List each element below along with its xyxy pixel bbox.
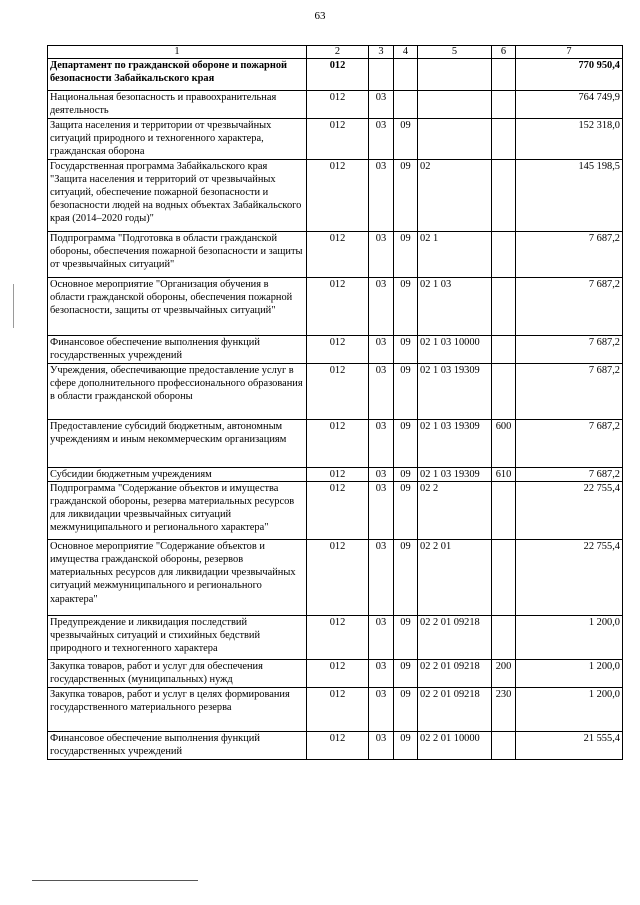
code-target-article: 02 1 03 19309 — [418, 467, 492, 481]
item-name: Финансовое обеспечение выполнения функций государственных учреждений — [48, 731, 307, 759]
code-expense-type — [492, 539, 516, 615]
item-name: Финансовое обеспечение выполнения функций государственных учреждений — [48, 335, 307, 363]
amount: 22 755,4 — [516, 539, 623, 615]
item-name: Предоставление субсидий бюджетным, автономным учреждениям и иным некоммерческим организациям — [48, 419, 307, 467]
code-expense-type: 610 — [492, 467, 516, 481]
code-expense-type — [492, 731, 516, 759]
table-row — [48, 335, 623, 363]
code-target-article: 02 2 — [418, 481, 492, 539]
table-row — [48, 91, 623, 119]
code-target-article: 02 2 01 09218 — [418, 687, 492, 731]
amount: 22 755,4 — [516, 481, 623, 539]
code-expense-type — [492, 615, 516, 659]
code-section: 03 — [369, 731, 394, 759]
code-target-article: 02 — [418, 159, 492, 231]
amount: 7 687,2 — [516, 277, 623, 335]
code-expense-type — [492, 277, 516, 335]
code-section: 03 — [369, 91, 394, 119]
table-row — [48, 467, 623, 481]
code-target-article: 02 1 03 19309 — [418, 363, 492, 419]
code-subsection — [394, 59, 418, 91]
column-header: 5 — [418, 46, 492, 59]
column-header: 1 — [48, 46, 307, 59]
code-subsection: 09 — [394, 481, 418, 539]
code-subsection: 09 — [394, 159, 418, 231]
table-row — [48, 159, 623, 231]
amount: 1 200,0 — [516, 659, 623, 687]
amount: 145 198,5 — [516, 159, 623, 231]
code-section: 03 — [369, 481, 394, 539]
table-row — [48, 419, 623, 467]
amount: 770 950,4 — [516, 59, 623, 91]
table-row — [48, 687, 623, 731]
code-ministry: 012 — [307, 363, 369, 419]
code-section: 03 — [369, 419, 394, 467]
code-target-article — [418, 59, 492, 91]
code-subsection: 09 — [394, 467, 418, 481]
code-section: 03 — [369, 231, 394, 277]
item-name: Учреждения, обеспечивающие предоставление услуг в сфере дополнительного профессионального образования в области гражданской обороны — [48, 363, 307, 419]
code-section: 03 — [369, 539, 394, 615]
code-ministry: 012 — [307, 481, 369, 539]
code-ministry: 012 — [307, 59, 369, 91]
page-number: 63 — [314, 10, 326, 22]
column-header: 6 — [492, 46, 516, 59]
code-subsection: 09 — [394, 231, 418, 277]
code-ministry: 012 — [307, 231, 369, 277]
code-ministry: 012 — [307, 335, 369, 363]
code-subsection: 09 — [394, 363, 418, 419]
column-header: 3 — [369, 46, 394, 59]
code-expense-type — [492, 335, 516, 363]
table-row — [48, 59, 623, 91]
table-row — [48, 277, 623, 335]
code-target-article: 02 2 01 — [418, 539, 492, 615]
code-expense-type — [492, 59, 516, 91]
amount: 1 200,0 — [516, 615, 623, 659]
code-section: 03 — [369, 335, 394, 363]
table-row — [48, 659, 623, 687]
code-ministry: 012 — [307, 159, 369, 231]
table-header-row — [48, 46, 623, 59]
amount: 7 687,2 — [516, 363, 623, 419]
code-subsection: 09 — [394, 615, 418, 659]
code-target-article: 02 2 01 09218 — [418, 659, 492, 687]
code-expense-type — [492, 91, 516, 119]
code-expense-type: 230 — [492, 687, 516, 731]
code-section: 03 — [369, 159, 394, 231]
code-section: 03 — [369, 119, 394, 160]
amount: 152 318,0 — [516, 119, 623, 160]
code-section: 03 — [369, 277, 394, 335]
code-subsection: 09 — [394, 659, 418, 687]
item-name: Департамент по гражданской обороне и пожарной безопасности Забайкальского края — [48, 59, 307, 91]
item-name: Субсидии бюджетным учреждениям — [48, 467, 307, 481]
item-name: Защита населения и территории от чрезвычайных ситуаций природного и техногенного характера, гражданская оборона — [48, 119, 307, 160]
item-name: Подпрограмма "Содержание объектов и имущества гражданской обороны, резерва материальных ресурсов для ликвидации чрезвычайных ситуаций межмуниципального и регионального характера" — [48, 481, 307, 539]
code-ministry: 012 — [307, 419, 369, 467]
code-target-article — [418, 91, 492, 119]
code-subsection: 09 — [394, 119, 418, 160]
code-ministry: 012 — [307, 615, 369, 659]
code-section: 03 — [369, 659, 394, 687]
code-subsection: 09 — [394, 687, 418, 731]
item-name: Предупреждение и ликвидация последствий чрезвычайных ситуаций и стихийных бедствий природного и техногенного характера — [48, 615, 307, 659]
code-section: 03 — [369, 467, 394, 481]
code-ministry: 012 — [307, 277, 369, 335]
code-section: 03 — [369, 615, 394, 659]
code-ministry: 012 — [307, 91, 369, 119]
item-name: Национальная безопасность и правоохранительная деятельность — [48, 91, 307, 119]
amount: 7 687,2 — [516, 467, 623, 481]
code-ministry: 012 — [307, 731, 369, 759]
item-name: Основное мероприятие "Организация обучения в области гражданской обороны, обеспечения пожарной безопасности, защиты от чрезвычайных ситуаций" — [48, 277, 307, 335]
code-subsection — [394, 91, 418, 119]
code-target-article — [418, 119, 492, 160]
code-subsection: 09 — [394, 277, 418, 335]
code-subsection: 09 — [394, 335, 418, 363]
table-row — [48, 731, 623, 759]
code-subsection: 09 — [394, 539, 418, 615]
code-expense-type: 200 — [492, 659, 516, 687]
code-expense-type — [492, 231, 516, 277]
code-target-article: 02 1 03 19309 — [418, 419, 492, 467]
code-section: 03 — [369, 363, 394, 419]
column-header: 7 — [516, 46, 623, 59]
code-expense-type — [492, 119, 516, 160]
code-target-article: 02 2 01 09218 — [418, 615, 492, 659]
amount: 764 749,9 — [516, 91, 623, 119]
table-row — [48, 363, 623, 419]
item-name: Подпрограмма "Подготовка в области гражданской обороны, обеспечения пожарной безопасности и защиты от чрезвычайных ситуаций" — [48, 231, 307, 277]
code-expense-type — [492, 159, 516, 231]
table-row — [48, 231, 623, 277]
code-expense-type: 600 — [492, 419, 516, 467]
code-ministry: 012 — [307, 539, 369, 615]
amount: 7 687,2 — [516, 335, 623, 363]
margin-mark — [13, 284, 14, 328]
item-name: Закупка товаров, работ и услуг в целях формирования государственного материального резерва — [48, 687, 307, 731]
item-name: Закупка товаров, работ и услуг для обеспечения государственных (муниципальных) нужд — [48, 659, 307, 687]
code-target-article: 02 1 — [418, 231, 492, 277]
code-subsection: 09 — [394, 731, 418, 759]
amount: 7 687,2 — [516, 419, 623, 467]
code-section: 03 — [369, 687, 394, 731]
code-ministry: 012 — [307, 687, 369, 731]
code-ministry: 012 — [307, 467, 369, 481]
table-row — [48, 119, 623, 160]
item-name: Государственная программа Забайкальского края "Защита населения и территорий от чрезвычайных ситуаций, обеспечение пожарной безопасности и безопасности людей на водных объектах Забайкальского края (2014–2020 годы)" — [48, 159, 307, 231]
code-expense-type — [492, 363, 516, 419]
amount: 21 555,4 — [516, 731, 623, 759]
code-target-article: 02 1 03 10000 — [418, 335, 492, 363]
column-header: 2 — [307, 46, 369, 59]
code-section — [369, 59, 394, 91]
item-name: Основное мероприятие "Содержание объектов и имущества гражданской обороны, резервов материальных ресурсов для ликвидации чрезвычайных ситуаций межмуниципального и регионального характера" — [48, 539, 307, 615]
table-row — [48, 615, 623, 659]
amount: 1 200,0 — [516, 687, 623, 731]
code-ministry: 012 — [307, 659, 369, 687]
budget-table — [47, 45, 623, 760]
table-row — [48, 539, 623, 615]
code-ministry: 012 — [307, 119, 369, 160]
amount: 7 687,2 — [516, 231, 623, 277]
footnote-divider — [32, 880, 198, 881]
code-subsection: 09 — [394, 419, 418, 467]
code-expense-type — [492, 481, 516, 539]
code-target-article: 02 1 03 — [418, 277, 492, 335]
code-target-article: 02 2 01 10000 — [418, 731, 492, 759]
table-row — [48, 481, 623, 539]
column-header: 4 — [394, 46, 418, 59]
